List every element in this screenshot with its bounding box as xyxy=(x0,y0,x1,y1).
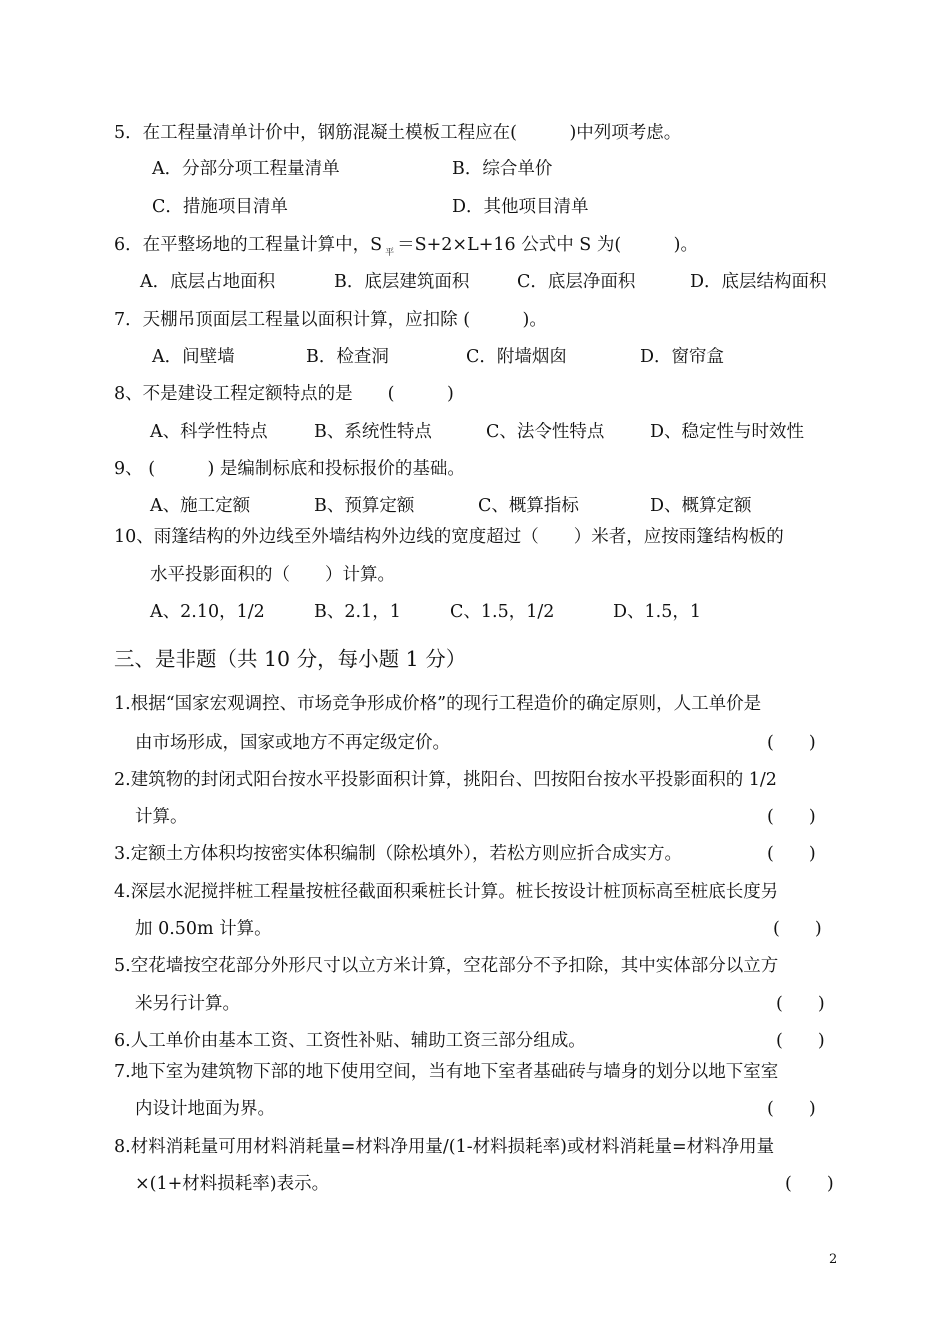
q9-option-d: D、概算定额 xyxy=(650,496,752,516)
q7-option-d: D．窗帘盒 xyxy=(640,347,725,367)
section-heading-true-false: 三、是非题（共 10 分，每小题 1 分） xyxy=(114,647,467,671)
q9-option-b: B、预算定额 xyxy=(314,496,415,516)
q9-option-c: C、概算指标 xyxy=(478,496,579,516)
q8-option-a: A、科学性特点 xyxy=(150,422,268,442)
tf-item-6-answer-blank: ( ) xyxy=(776,1031,825,1051)
q6-option-d: D．底层结构面积 xyxy=(690,272,827,292)
q7-option-b: B．检查洞 xyxy=(306,347,389,367)
q6-option-c: C．底层净面积 xyxy=(517,272,636,292)
tf-item-5-line-2: 米另行计算。 xyxy=(135,994,240,1014)
tf-item-4-line-2: 加 0.50m 计算。 xyxy=(135,919,272,939)
q10-option-d: D、1.5，1 xyxy=(613,602,701,622)
question-6 xyxy=(114,234,698,264)
tf-item-1-answer-blank: ( ) xyxy=(767,733,816,753)
q9-option-a: A、施工定额 xyxy=(150,496,251,516)
tf-item-8-line-2: ×(1+材料损耗率)表示。 xyxy=(135,1174,330,1194)
q7-option-c: C．附墙烟囱 xyxy=(466,347,567,367)
q10-option-b: B、2.1，1 xyxy=(314,602,401,622)
q8-option-b: B、系统性特点 xyxy=(314,422,432,442)
tf-item-8-answer-blank: ( ) xyxy=(785,1174,834,1194)
tf-item-1-line-1: 1.根据“国家宏观调控、市场竞争形成价格”的现行工程造价的确定原则，人工单价是 xyxy=(114,694,762,714)
tf-item-5-answer-blank: ( ) xyxy=(776,994,825,1014)
tf-item-3-answer-blank: ( ) xyxy=(767,844,816,864)
q6-option-a: A．底层占地面积 xyxy=(140,272,276,292)
q6-text-start: 6．在平整场地的工程量计算中，S xyxy=(114,235,383,255)
q6-option-b: B．底层建筑面积 xyxy=(334,272,470,292)
q5-option-b: B．综合单价 xyxy=(452,159,553,179)
q6-subscript: 平 xyxy=(385,248,395,258)
tf-item-3-line-1: 3.定额土方体积均按密实体积编制（除松填外），若松方则应折合成实方。 xyxy=(114,844,682,864)
question-9: 9、 ( ) 是编制标底和投标报价的基础。 xyxy=(114,459,465,479)
q10-option-a: A、2.10，1/2 xyxy=(150,602,265,622)
q8-option-d: D、稳定性与时效性 xyxy=(650,422,805,442)
q8-option-c: C、法令性特点 xyxy=(486,422,605,442)
q6-text-end: ＝S+2×L+16 公式中 S 为( )。 xyxy=(397,235,698,255)
tf-item-5-line-1: 5.空花墙按空花部分外形尺寸以立方米计算，空花部分不予扣除，其中实体部分以立方 xyxy=(114,956,779,976)
tf-item-4-answer-blank: ( ) xyxy=(773,919,822,939)
page-number: 2 xyxy=(829,1252,838,1267)
question-7: 7．天棚吊顶面层工程量以面积计算，应扣除 ( )。 xyxy=(114,310,547,330)
q5-option-a: A．分部分项工程量清单 xyxy=(152,159,340,179)
tf-item-2-line-2: 计算。 xyxy=(135,807,188,827)
question-10-line-2: 水平投影面积的（ ）计算。 xyxy=(150,565,395,585)
tf-item-4-line-1: 4.深层水泥搅拌桩工程量按桩径截面积乘桩长计算。桩长按设计桩顶标高至桩底长度另 xyxy=(114,882,779,902)
tf-item-7-answer-blank: ( ) xyxy=(767,1099,816,1119)
tf-item-7-line-1: 7.地下室为建筑物下部的地下使用空间，当有地下室者基础砖与墙身的划分以地下室室 xyxy=(114,1062,779,1082)
tf-item-6-line-1: 6.人工单价由基本工资、工资性补贴、辅助工资三部分组成。 xyxy=(114,1031,586,1051)
q10-option-c: C、1.5，1/2 xyxy=(450,602,555,622)
question-10-line-1: 10、雨篷结构的外边线至外墙结构外边线的宽度超过（ ）米者，应按雨篷结构板的 xyxy=(114,527,784,547)
tf-item-1-line-2: 由市场形成，国家或地方不再定级定价。 xyxy=(135,733,450,753)
tf-item-7-line-2: 内设计地面为界。 xyxy=(135,1099,275,1119)
q5-option-c: C．措施项目清单 xyxy=(152,197,288,217)
question-5: 5．在工程量清单计价中，钢筋混凝土模板工程应在( )中列项考虑。 xyxy=(114,123,682,143)
question-8: 8、不是建设工程定额特点的是 ( ) xyxy=(114,384,454,404)
q7-option-a: A．间壁墙 xyxy=(152,347,235,367)
tf-item-2-line-1: 2.建筑物的封闭式阳台按水平投影面积计算，挑阳台、凹按阳台按水平投影面积的 1/2 xyxy=(114,770,777,790)
q5-option-d: D．其他项目清单 xyxy=(452,197,589,217)
tf-item-8-line-1: 8.材料消耗量可用材料消耗量=材料净用量/(1-材料损耗率)或材料消耗量=材料净用量 xyxy=(114,1137,775,1157)
tf-item-2-answer-blank: ( ) xyxy=(767,807,816,827)
